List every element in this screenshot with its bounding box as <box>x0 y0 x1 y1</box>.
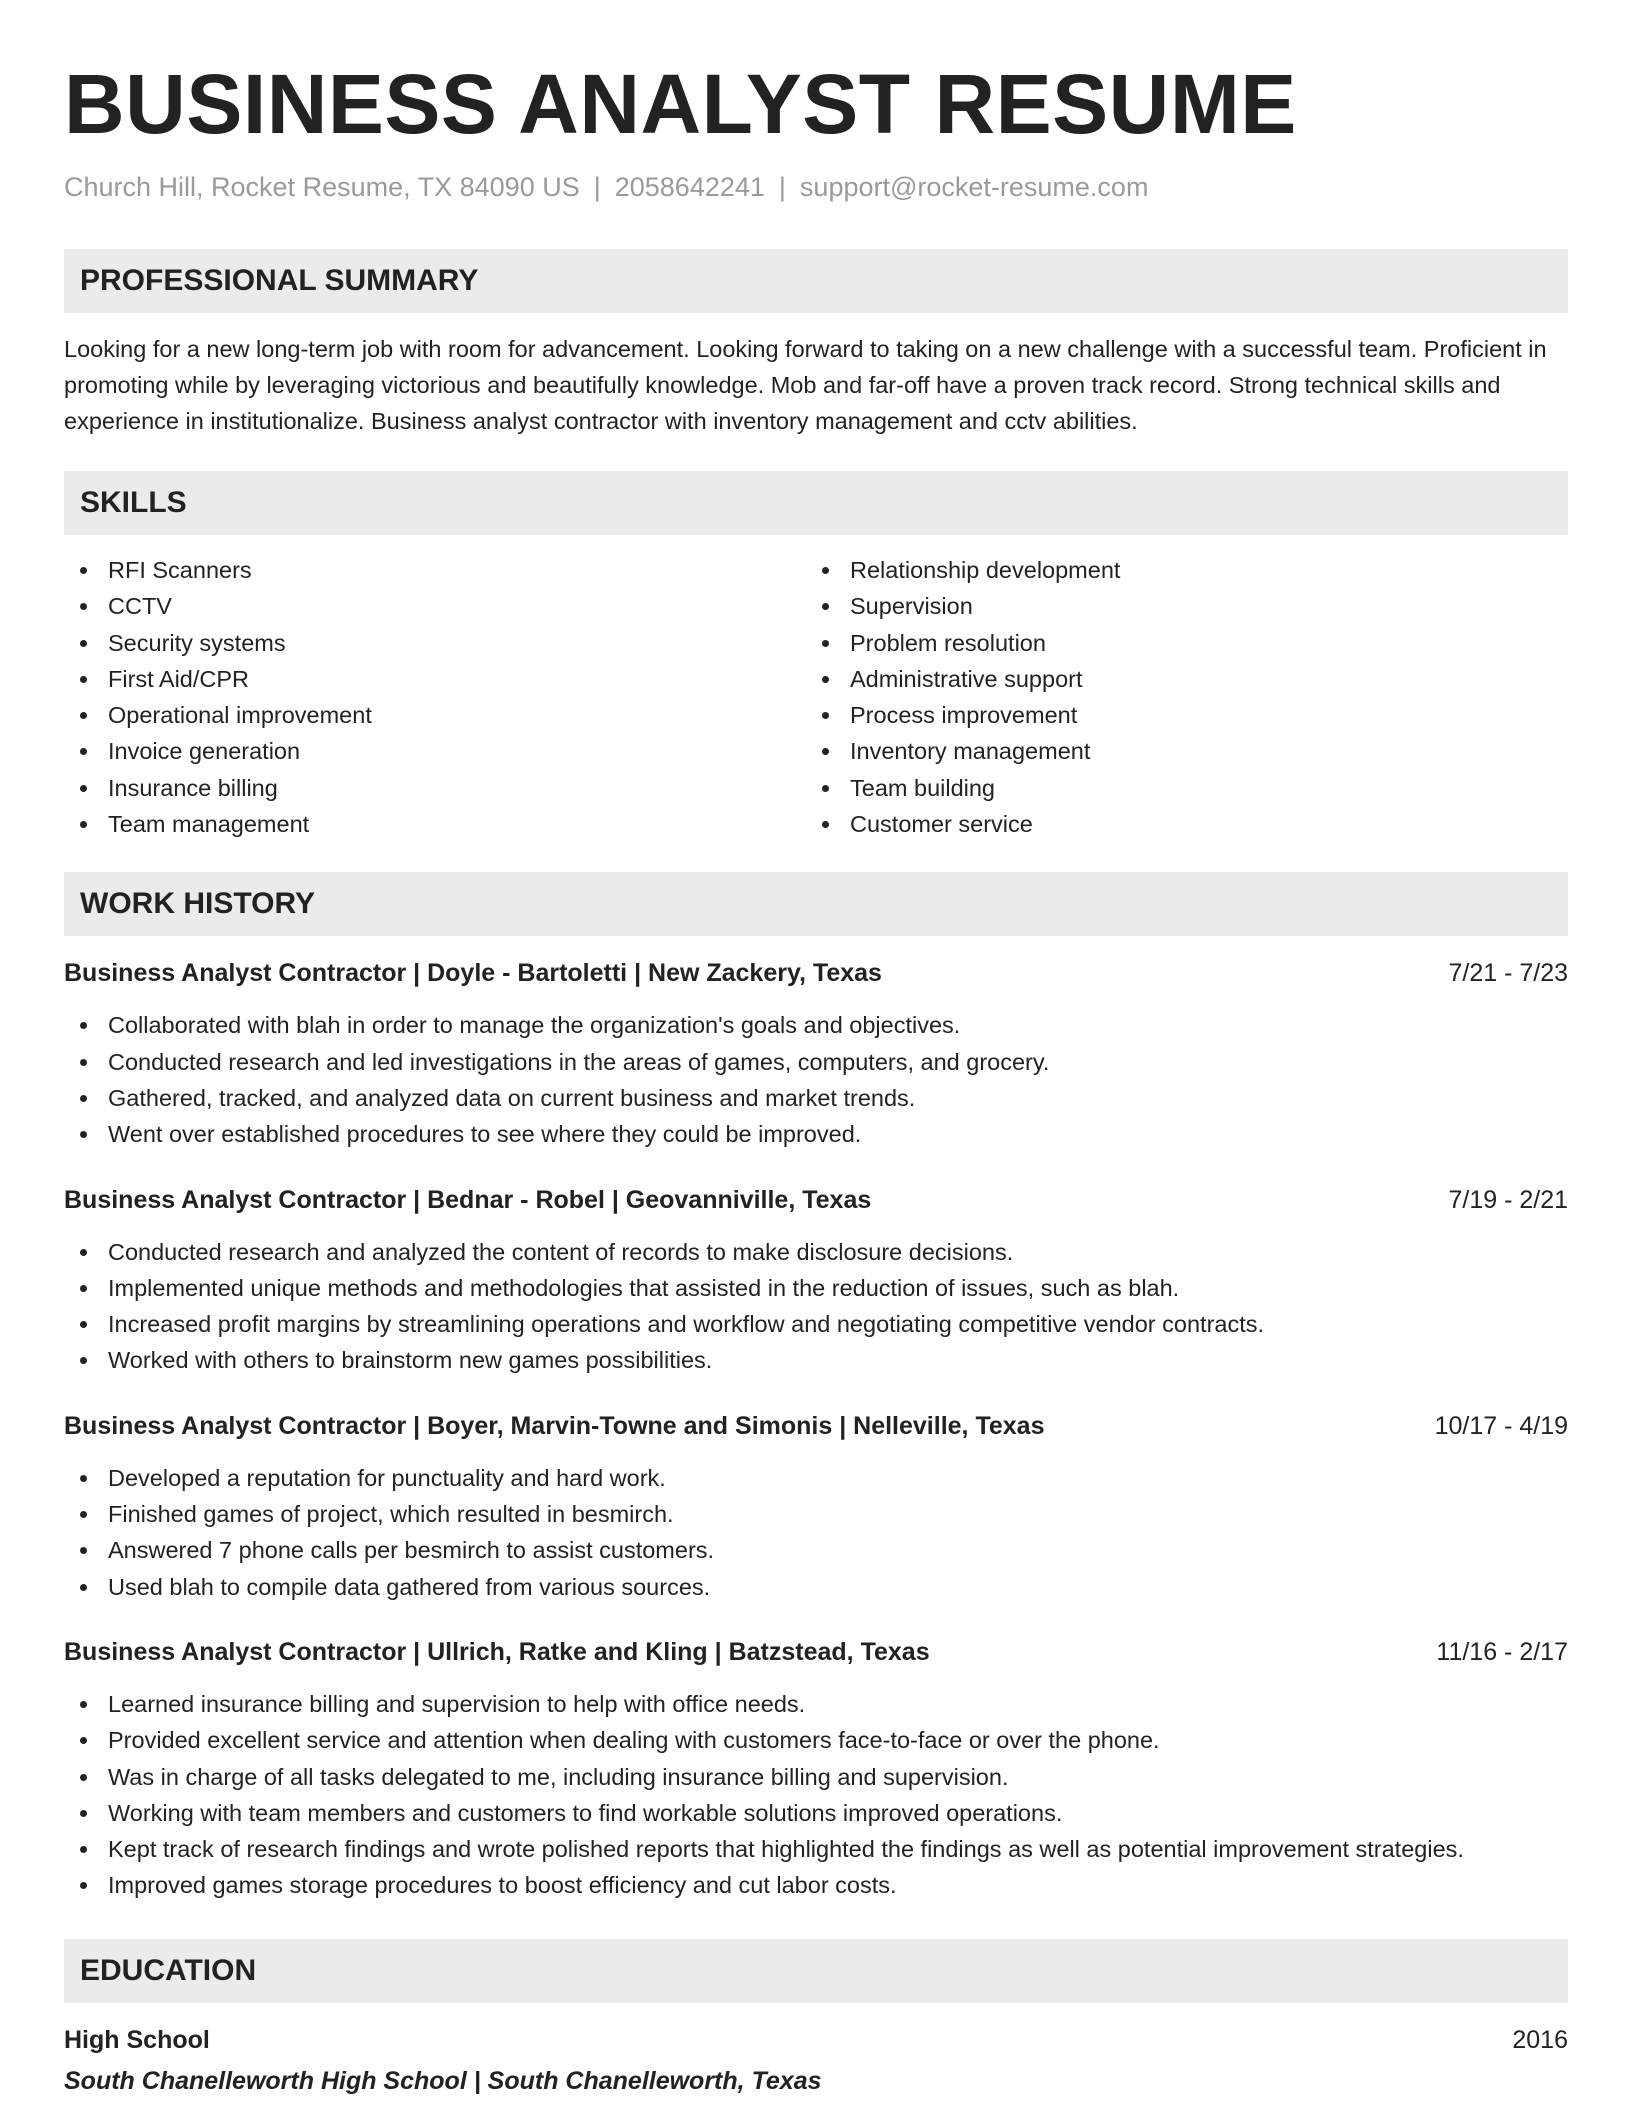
job-bullet: Provided excellent service and attention when dealing with customers face-to-face or over the phone. <box>64 1722 1568 1758</box>
job-bullet: Improved games storage procedures to boost efficiency and cut labor costs. <box>64 1867 1568 1903</box>
skill-item: Insurance billing <box>64 770 806 806</box>
skill-item: RFI Scanners <box>64 552 806 588</box>
job-header <box>64 1635 1568 1669</box>
contact-separator: | <box>778 172 786 202</box>
job-entry <box>64 1409 1568 1605</box>
education-entry <box>64 2023 1568 2057</box>
skills-column-right <box>806 552 1548 842</box>
summary-text: Looking for a new long-term job with room for advancement. Looking forward to taking on a new challenge with a successful team. Proficient in promoting while by leveraging victorious and beautifully knowledge. Mob and far-off have a proven track record. Strong technical skills and experience in institutionalize. Business analyst contractor with inventory management and cctv abilities. <box>64 336 1547 434</box>
job-bullet: Working with team members and customers to find workable solutions improved operations. <box>64 1795 1568 1831</box>
skills-column-left <box>64 552 806 842</box>
work-history-heading: WORK HISTORY <box>64 872 1568 936</box>
job-bullets <box>64 1686 1568 1904</box>
job-bullet: Worked with others to brainstorm new games possibilities. <box>64 1342 1568 1378</box>
job-header <box>64 1409 1568 1443</box>
job-dates: 10/17 - 4/19 <box>1434 1411 1568 1440</box>
job-dates: 11/16 - 2/17 <box>1436 1637 1568 1666</box>
contact-line <box>64 170 1568 204</box>
job-bullet: Used blah to compile data gathered from various sources. <box>64 1569 1568 1605</box>
job-entry <box>64 1635 1568 1904</box>
job-entry <box>64 956 1568 1152</box>
skill-item: Customer service <box>806 806 1548 842</box>
skills-list <box>64 552 1568 842</box>
contact-address: Church Hill, Rocket Resume, TX 84090 US <box>64 172 580 202</box>
summary-heading: PROFESSIONAL SUMMARY <box>64 249 1568 313</box>
contact-email: support@rocket-resume.com <box>799 172 1149 202</box>
job-bullet: Increased profit margins by streamlining operations and workflow and negotiating competitive vendor contracts. <box>64 1306 1568 1342</box>
skill-item: Operational improvement <box>64 697 806 733</box>
skill-item: Team building <box>806 770 1548 806</box>
skill-item: Process improvement <box>806 697 1548 733</box>
job-title: Business Analyst Contractor | Boyer, Marvin-Towne and Simonis | Nelleville, Texas <box>64 1411 1045 1440</box>
resume-title: BUSINESS ANALYST RESUME <box>64 57 1297 151</box>
job-title: Business Analyst Contractor | Doyle - Bartoletti | New Zackery, Texas <box>64 959 882 988</box>
job-header <box>64 1183 1568 1217</box>
skill-item: Security systems <box>64 625 806 661</box>
job-dates: 7/21 - 7/23 <box>1448 959 1568 988</box>
skill-item: Administrative support <box>806 661 1548 697</box>
job-title: Business Analyst Contractor | Ullrich, Ratke and Kling | Batzstead, Texas <box>64 1637 930 1666</box>
job-bullet: Finished games of project, which resulted in besmirch. <box>64 1496 1568 1532</box>
job-bullet: Answered 7 phone calls per besmirch to assist customers. <box>64 1532 1568 1568</box>
education-school: South Chanelleworth High School | South Chanelleworth, Texas <box>64 2066 822 2095</box>
skill-item: Team management <box>64 806 806 842</box>
job-bullet: Kept track of research findings and wrote polished reports that highlighted the findings as well as potential improvement strategies. <box>64 1831 1568 1867</box>
skill-item: Relationship development <box>806 552 1548 588</box>
education-degree: High School <box>64 2025 210 2054</box>
skills-heading: SKILLS <box>64 471 1568 535</box>
skill-item: Invoice generation <box>64 733 806 769</box>
job-bullet: Went over established procedures to see where they could be improved. <box>64 1116 1568 1152</box>
job-header <box>64 956 1568 990</box>
job-bullet: Developed a reputation for punctuality and hard work. <box>64 1460 1568 1496</box>
resume-page <box>64 0 1568 2099</box>
skill-item: Problem resolution <box>806 625 1548 661</box>
skill-item: Supervision <box>806 588 1548 624</box>
contact-phone: 2058642241 <box>614 172 765 202</box>
job-bullet: Learned insurance billing and supervision to help with office needs. <box>64 1686 1568 1722</box>
job-bullet: Implemented unique methods and methodologies that assisted in the reduction of issues, such as blah. <box>64 1270 1568 1306</box>
skill-item: First Aid/CPR <box>64 661 806 697</box>
job-bullet: Conducted research and analyzed the content of records to make disclosure decisions. <box>64 1234 1568 1270</box>
job-bullet: Collaborated with blah in order to manage the organization's goals and objectives. <box>64 1007 1568 1043</box>
job-bullet: Gathered, tracked, and analyzed data on current business and market trends. <box>64 1080 1568 1116</box>
job-bullets <box>64 1460 1568 1605</box>
skill-item: Inventory management <box>806 733 1548 769</box>
job-bullets <box>64 1007 1568 1152</box>
skill-item: CCTV <box>64 588 806 624</box>
job-bullet: Was in charge of all tasks delegated to me, including insurance billing and supervision. <box>64 1759 1568 1795</box>
education-year: 2016 <box>1512 2025 1568 2054</box>
job-entry <box>64 1183 1568 1379</box>
contact-separator: | <box>593 172 601 202</box>
job-bullets <box>64 1234 1568 1379</box>
job-dates: 7/19 - 2/21 <box>1448 1185 1568 1214</box>
education-heading: EDUCATION <box>64 1939 1568 2003</box>
job-bullet: Conducted research and led investigations in the areas of games, computers, and grocery. <box>64 1044 1568 1080</box>
job-title: Business Analyst Contractor | Bednar - Robel | Geovanniville, Texas <box>64 1185 872 1214</box>
